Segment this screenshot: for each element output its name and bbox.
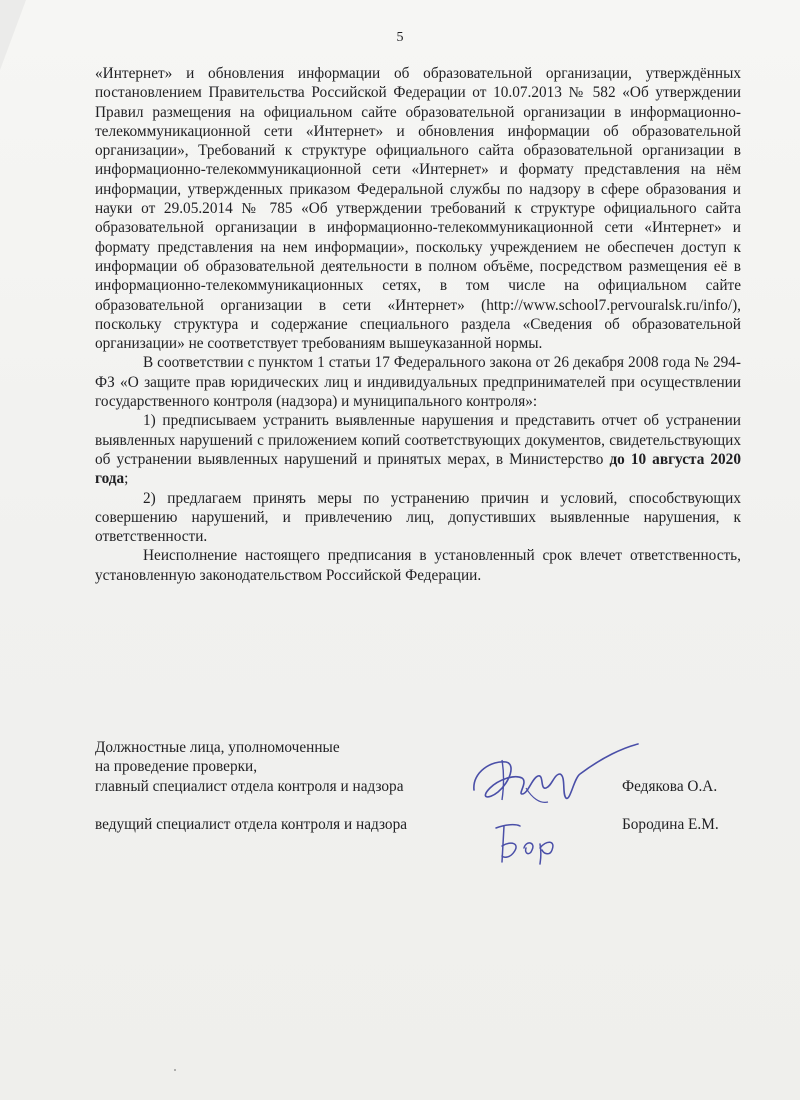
signature-fedyakova [462,738,652,818]
paragraph-liability: Неисполнение настоящего предписания в установленный срок влечет ответственность, установленную законодательством Российской Федерации. [95,547,741,584]
official-2-name: Бородина Е.М. [622,815,719,833]
official-1-position: главный специалист отдела контроля и надзора [95,777,404,795]
document-body [95,64,741,585]
paragraph-legal-basis: В соответствии с пунктом 1 статьи 17 Федерального закона от 26 декабря 2008 года № 294-ФЗ «О защите прав юридических лиц и индивидуальных предпринимателей при осуществлении государственного контроля (надзора) и муниципального контроля»: [95,354,741,411]
deadline-date: до 10 августа 2020 года [95,450,741,488]
order-1-end: ; [124,470,129,488]
paragraph-order-2: 2) предлагаем принять меры по устранению причин и условий, способствующих совершению нарушений, и привлечению лиц, допустивших выявленные нарушения, к ответственности. [95,489,741,546]
officials-heading-line2: на проведение проверки, [95,758,258,776]
signature-borodina [490,818,570,868]
official-2-position: ведущий специалист отдела контроля и надзора [95,815,408,833]
page-number: 5 [396,30,404,45]
paragraph-requirements: «Интернет» и обновления информации об образовательной организации, утверждённых постановлением Правительства Российской Федерации от 10.07.2013 № 582 «Об утверждении Правил размещения на официальном сайте образовательной организации в информационно-телекоммуникационной сети «Интернет» и обновления информации об образовательной организации», Требований к структуре официального сайта образовательной организации в информационно-телекоммуникационной сети «Интернет» и формату представления на нём информации, утвержденных приказом Федеральной службы по надзору в сфере образования и науки от 29.05.2014 № 785 «Об утверждении требований к структуре официального сайта образовательной организации в информационно-телекоммуникационной сети «Интернет» и формату представления на нем информации», поскольку учреждением не обеспечен доступ к информации об образовательной деятельности в полном объёме, посредством размещения её в информационно-телекоммуникационных сетях, в том числе на официальном сайте образовательной организации в сети «Интернет» (http://www.school7.pervouralsk.ru/info/), поскольку структура и содержание специального раздела «Сведения об образовательной организации» не соответствует требованиям вышеуказанной нормы. [95,65,741,353]
paper-speck [174,1069,176,1071]
signature-block [95,738,755,834]
paragraph-order-1 [95,411,741,488]
officials-heading-line1: Должностные лица, уполномоченные [95,739,340,756]
official-1-name: Федякова О.А. [622,777,718,795]
order-1-text: 1) предписываем устранить выявленные нарушения и представить отчет об устранении выявленных нарушений с приложением копий соответствующих документов, свидетельствующих об устранении выявленных нарушений и принятых мерах, в Министерство [95,412,741,468]
